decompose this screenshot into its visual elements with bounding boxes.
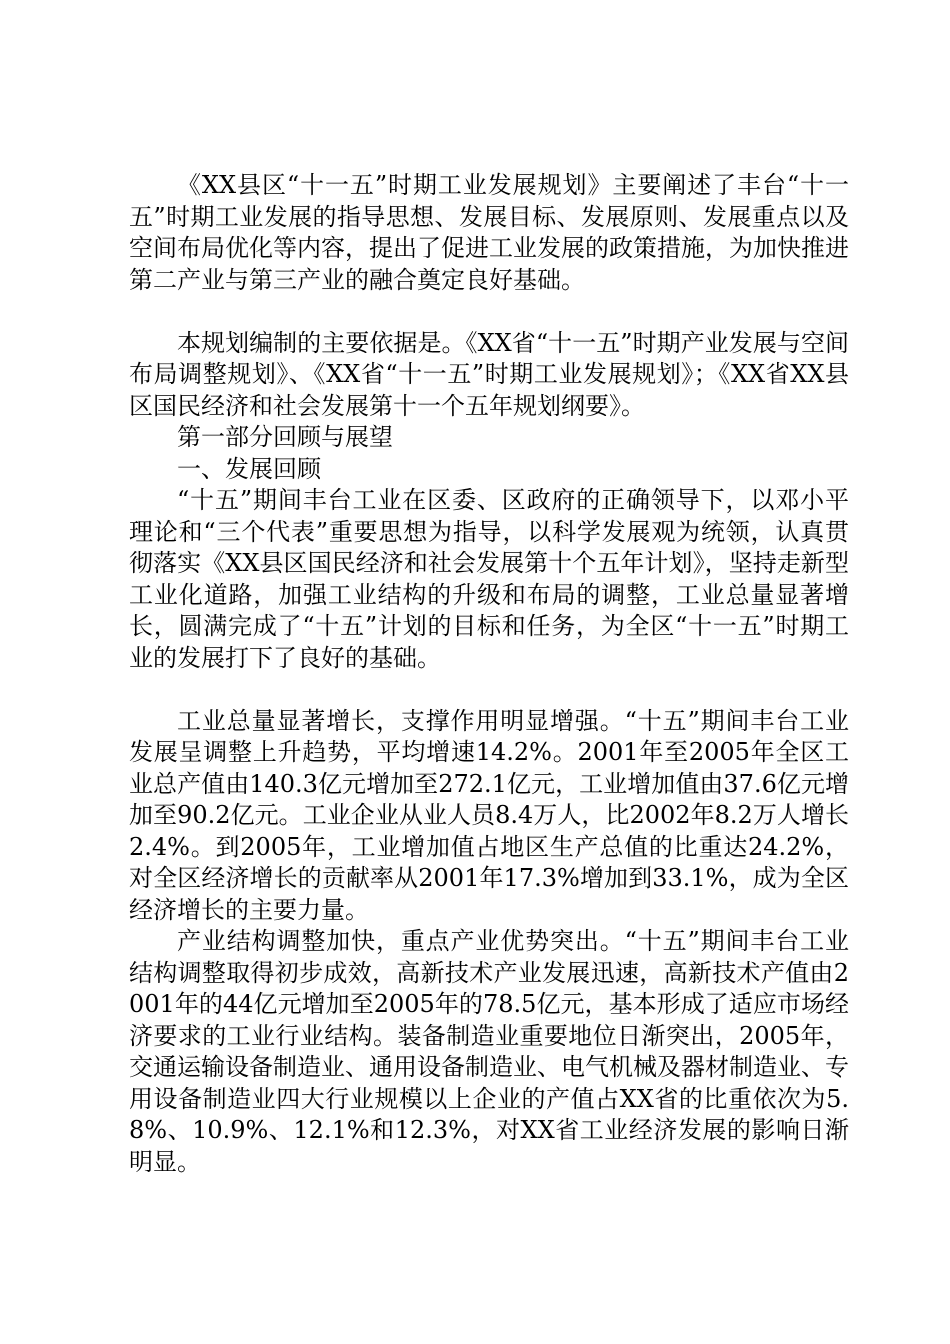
section-heading: 一、发展回顾	[177, 454, 321, 483]
growth-paragraph: 工业总量显著增长，支撑作用明显增强。“十五”期间丰台工业发展呈调整上升趋势，平均增速14.2%。2001年至2005年全区工业总产值由140.3亿元增加至272.1亿元，工业增加值由37.6亿元增加至90.2亿元。工业企业从业人员8.4万人，比2002年8.2万人增长2.4%。到2005年，工业增加值占地区生产总值的比重达24.2%，对全区经济增长的贡献率从2001年17.3%增加到33.1%，成为全区经济增长的主要力量。	[129, 706, 849, 924]
paragraph-spacer	[129, 674, 849, 706]
document-body	[129, 170, 849, 1178]
part-heading: 第一部分回顾与展望	[177, 423, 393, 451]
structure-paragraph: 产业结构调整加快，重点产业优势突出。“十五”期间丰台工业结构调整取得初步成效，高新技术产业发展迅速，高新技术产值由2001年的44亿元增加至2005年的78.5亿元，基本形成了适应市场经济要求的工业行业结构。装备制造业重要地位日渐突出，2005年，交通运输设备制造业、通用设备制造业、电气机械及器材制造业、专用设备制造业四大行业规模以上企业的产值占XX省的比重依次为5.8%、10.9%、12.1%和12.3%，对XX省工业经济发展的影响日渐明显。	[129, 927, 849, 1176]
paragraph-spacer	[129, 296, 849, 328]
review-paragraph: “十五”期间丰台工业在区委、区政府的正确领导下，以邓小平理论和“三个代表”重要思想为指导，以科学发展观为统领，认真贯彻落实《XX县区国民经济和社会发展第十个五年计划》，坚持走新型工业化道路，加强工业结构的升级和布局的调整，工业总量显著增长，圆满完成了“十五”计划的目标和任务，为全区“十一五”时期工业的发展打下了良好的基础。	[129, 486, 849, 672]
basis-paragraph: 本规划编制的主要依据是。《XX省“十一五”时期产业发展与空间布局调整规划》、《XX省“十一五”时期工业发展规划》；《XX省XX县区国民经济和社会发展第十一个五年规划纲要》。	[129, 328, 849, 420]
intro-paragraph: 《XX县区“十一五”时期工业发展规划》主要阐述了丰台“十一五”时期工业发展的指导思想、发展目标、发展原则、发展重点以及空间布局优化等内容，提出了促进工业发展的政策措施，为加快推进第二产业与第三产业的融合奠定良好基础。	[129, 171, 849, 294]
